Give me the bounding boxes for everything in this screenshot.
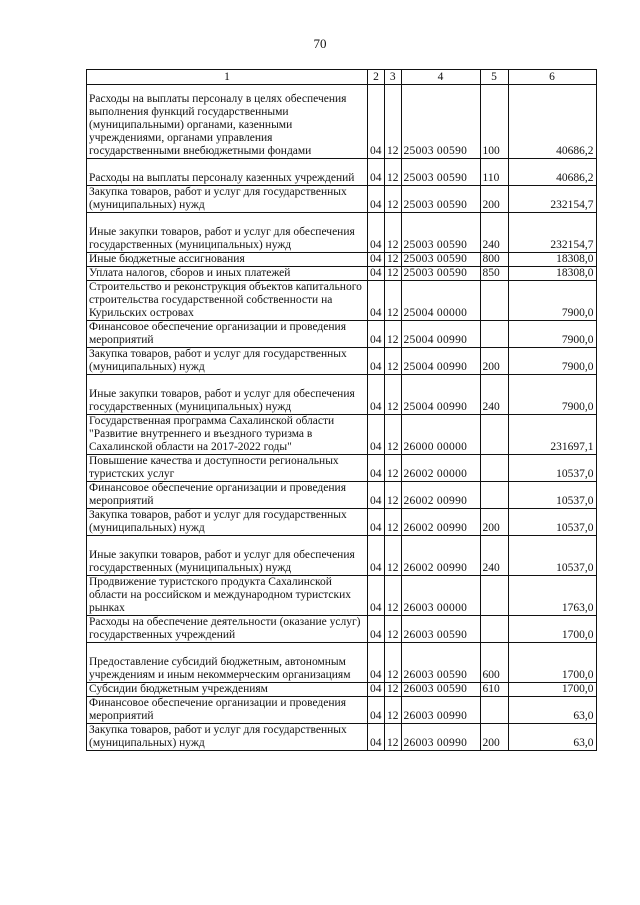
row-section-cell: 04 <box>368 415 385 455</box>
row-section-cell: 04 <box>368 643 385 683</box>
row-section-cell: 04 <box>368 683 385 697</box>
row-section-cell: 04 <box>368 509 385 536</box>
row-subsection-cell: 12 <box>385 213 402 253</box>
row-target-code-cell: 26002 00990 <box>401 509 480 536</box>
row-name-cell: Повышение качества и доступности региональных туристских услуг <box>87 455 368 482</box>
row-amount-cell: 232154,7 <box>508 213 596 253</box>
row-expense-type-cell <box>480 455 508 482</box>
row-expense-type-cell: 100 <box>480 85 508 159</box>
table-row <box>87 159 597 186</box>
row-section-cell: 04 <box>368 724 385 751</box>
table-row <box>87 536 597 576</box>
row-subsection-cell: 12 <box>385 415 402 455</box>
row-expense-type-cell: 240 <box>480 536 508 576</box>
table-row <box>87 213 597 253</box>
row-name-cell: Субсидии бюджетным учреждениям <box>87 683 368 697</box>
row-target-code-cell: 26003 00000 <box>401 576 480 616</box>
row-name-cell: Закупка товаров, работ и услуг для государственных (муниципальных) нужд <box>87 348 368 375</box>
row-section-cell: 04 <box>368 536 385 576</box>
row-name-cell: Финансовое обеспечение организации и проведения мероприятий <box>87 321 368 348</box>
table-row <box>87 348 597 375</box>
row-amount-cell: 7900,0 <box>508 348 596 375</box>
row-name-cell: Финансовое обеспечение организации и проведения мероприятий <box>87 697 368 724</box>
row-section-cell: 04 <box>368 85 385 159</box>
row-amount-cell: 10537,0 <box>508 536 596 576</box>
table-row <box>87 267 597 281</box>
row-target-code-cell: 25004 00990 <box>401 375 480 415</box>
page-number: 70 <box>313 36 327 51</box>
row-subsection-cell: 12 <box>385 253 402 267</box>
row-section-cell: 04 <box>368 186 385 213</box>
row-section-cell: 04 <box>368 159 385 186</box>
row-section-cell: 04 <box>368 321 385 348</box>
row-section-cell: 04 <box>368 616 385 643</box>
row-target-code-cell: 26003 00990 <box>401 724 480 751</box>
row-expense-type-cell: 850 <box>480 267 508 281</box>
table-row <box>87 253 597 267</box>
row-subsection-cell: 12 <box>385 482 402 509</box>
row-subsection-cell: 12 <box>385 321 402 348</box>
table-body <box>87 70 597 751</box>
table-header-row <box>87 70 597 85</box>
row-target-code-cell: 25003 00590 <box>401 213 480 253</box>
row-subsection-cell: 12 <box>385 186 402 213</box>
row-expense-type-cell <box>480 616 508 643</box>
row-name-cell: Расходы на выплаты персоналу казенных учреждений <box>87 159 368 186</box>
row-target-code-cell: 25003 00590 <box>401 267 480 281</box>
table-row <box>87 186 597 213</box>
row-name-cell: Продвижение туристского продукта Сахалинской области на российском и международном туристских рынках <box>87 576 368 616</box>
row-subsection-cell: 12 <box>385 455 402 482</box>
row-subsection-cell: 12 <box>385 509 402 536</box>
row-name-cell: Предоставление субсидий бюджетным, автономным учреждениям и иным некоммерческим организациям <box>87 643 368 683</box>
row-expense-type-cell <box>480 415 508 455</box>
row-name-cell: Государственная программа Сахалинской области "Развитие внутреннего и въездного туризма в Сахалинской области на 2017-2022 годы" <box>87 415 368 455</box>
row-amount-cell: 40686,2 <box>508 159 596 186</box>
row-name-cell: Закупка товаров, работ и услуг для государственных (муниципальных) нужд <box>87 509 368 536</box>
row-target-code-cell: 26003 00590 <box>401 683 480 697</box>
table-row <box>87 415 597 455</box>
row-target-code-cell: 25003 00590 <box>401 85 480 159</box>
table-row <box>87 321 597 348</box>
table-row <box>87 509 597 536</box>
row-target-code-cell: 26002 00000 <box>401 455 480 482</box>
row-amount-cell: 7900,0 <box>508 321 596 348</box>
row-section-cell: 04 <box>368 375 385 415</box>
row-expense-type-cell <box>480 321 508 348</box>
row-section-cell: 04 <box>368 213 385 253</box>
header-cell: 2 <box>368 70 385 85</box>
row-name-cell: Закупка товаров, работ и услуг для государственных (муниципальных) нужд <box>87 186 368 213</box>
header-cell: 3 <box>385 70 402 85</box>
row-expense-type-cell: 240 <box>480 375 508 415</box>
row-amount-cell: 7900,0 <box>508 281 596 321</box>
table-row <box>87 455 597 482</box>
table-row <box>87 85 597 159</box>
row-expense-type-cell: 610 <box>480 683 508 697</box>
row-amount-cell: 232154,7 <box>508 186 596 213</box>
row-subsection-cell: 12 <box>385 683 402 697</box>
row-subsection-cell: 12 <box>385 267 402 281</box>
row-amount-cell: 1700,0 <box>508 643 596 683</box>
table-row <box>87 576 597 616</box>
row-target-code-cell: 26002 00990 <box>401 482 480 509</box>
row-expense-type-cell: 200 <box>480 186 508 213</box>
row-expense-type-cell: 600 <box>480 643 508 683</box>
row-subsection-cell: 12 <box>385 375 402 415</box>
row-amount-cell: 18308,0 <box>508 253 596 267</box>
row-expense-type-cell <box>480 697 508 724</box>
row-expense-type-cell: 240 <box>480 213 508 253</box>
row-subsection-cell: 12 <box>385 159 402 186</box>
row-amount-cell: 1700,0 <box>508 616 596 643</box>
row-expense-type-cell: 800 <box>480 253 508 267</box>
row-name-cell: Финансовое обеспечение организации и проведения мероприятий <box>87 482 368 509</box>
row-amount-cell: 63,0 <box>508 724 596 751</box>
row-section-cell: 04 <box>368 281 385 321</box>
row-expense-type-cell: 200 <box>480 724 508 751</box>
row-amount-cell: 40686,2 <box>508 85 596 159</box>
header-cell: 1 <box>87 70 368 85</box>
row-target-code-cell: 26003 00590 <box>401 643 480 683</box>
row-section-cell: 04 <box>368 253 385 267</box>
header-cell: 5 <box>480 70 508 85</box>
row-target-code-cell: 25004 00000 <box>401 281 480 321</box>
row-section-cell: 04 <box>368 482 385 509</box>
row-target-code-cell: 26003 00590 <box>401 616 480 643</box>
row-target-code-cell: 26003 00990 <box>401 697 480 724</box>
row-amount-cell: 7900,0 <box>508 375 596 415</box>
row-subsection-cell: 12 <box>385 85 402 159</box>
table-row <box>87 482 597 509</box>
table-row <box>87 683 597 697</box>
header-cell: 4 <box>401 70 480 85</box>
row-target-code-cell: 25004 00990 <box>401 348 480 375</box>
row-expense-type-cell <box>480 281 508 321</box>
row-name-cell: Иные закупки товаров, работ и услуг для обеспечения государственных (муниципальных) нужд <box>87 213 368 253</box>
row-expense-type-cell: 200 <box>480 348 508 375</box>
row-expense-type-cell: 200 <box>480 509 508 536</box>
row-amount-cell: 18308,0 <box>508 267 596 281</box>
row-target-code-cell: 26000 00000 <box>401 415 480 455</box>
row-amount-cell: 1763,0 <box>508 576 596 616</box>
row-target-code-cell: 25003 00590 <box>401 186 480 213</box>
row-subsection-cell: 12 <box>385 616 402 643</box>
table-row <box>87 724 597 751</box>
row-expense-type-cell: 110 <box>480 159 508 186</box>
row-section-cell: 04 <box>368 348 385 375</box>
row-subsection-cell: 12 <box>385 576 402 616</box>
row-target-code-cell: 25003 00590 <box>401 159 480 186</box>
row-subsection-cell: 12 <box>385 697 402 724</box>
row-expense-type-cell <box>480 576 508 616</box>
row-target-code-cell: 26002 00990 <box>401 536 480 576</box>
row-name-cell: Иные закупки товаров, работ и услуг для обеспечения государственных (муниципальных) нужд <box>87 375 368 415</box>
row-amount-cell: 63,0 <box>508 697 596 724</box>
row-subsection-cell: 12 <box>385 281 402 321</box>
row-name-cell: Расходы на обеспечение деятельности (оказание услуг) государственных учреждений <box>87 616 368 643</box>
row-name-cell: Уплата налогов, сборов и иных платежей <box>87 267 368 281</box>
row-name-cell: Расходы на выплаты персоналу в целях обеспечения выполнения функций государственными (муниципальными) органами, казенными учреждениями, органами управления государственными внебюджетными фондами <box>87 85 368 159</box>
row-subsection-cell: 12 <box>385 643 402 683</box>
table-row <box>87 375 597 415</box>
row-subsection-cell: 12 <box>385 724 402 751</box>
row-amount-cell: 10537,0 <box>508 455 596 482</box>
row-section-cell: 04 <box>368 697 385 724</box>
row-target-code-cell: 25003 00590 <box>401 253 480 267</box>
header-cell: 6 <box>508 70 596 85</box>
table-row <box>87 643 597 683</box>
row-section-cell: 04 <box>368 576 385 616</box>
table-row <box>87 281 597 321</box>
row-subsection-cell: 12 <box>385 536 402 576</box>
row-name-cell: Строительство и реконструкция объектов капитального строительства государственной собственности на Курильских островах <box>87 281 368 321</box>
table-row <box>87 697 597 724</box>
row-expense-type-cell <box>480 482 508 509</box>
row-name-cell: Закупка товаров, работ и услуг для государственных (муниципальных) нужд <box>87 724 368 751</box>
row-amount-cell: 10537,0 <box>508 482 596 509</box>
row-subsection-cell: 12 <box>385 348 402 375</box>
budget-table <box>86 69 597 751</box>
row-amount-cell: 10537,0 <box>508 509 596 536</box>
row-target-code-cell: 25004 00990 <box>401 321 480 348</box>
row-name-cell: Иные бюджетные ассигнования <box>87 253 368 267</box>
row-section-cell: 04 <box>368 455 385 482</box>
row-section-cell: 04 <box>368 267 385 281</box>
row-amount-cell: 1700,0 <box>508 683 596 697</box>
row-name-cell: Иные закупки товаров, работ и услуг для обеспечения государственных (муниципальных) нужд <box>87 536 368 576</box>
table-row <box>87 616 597 643</box>
row-amount-cell: 231697,1 <box>508 415 596 455</box>
